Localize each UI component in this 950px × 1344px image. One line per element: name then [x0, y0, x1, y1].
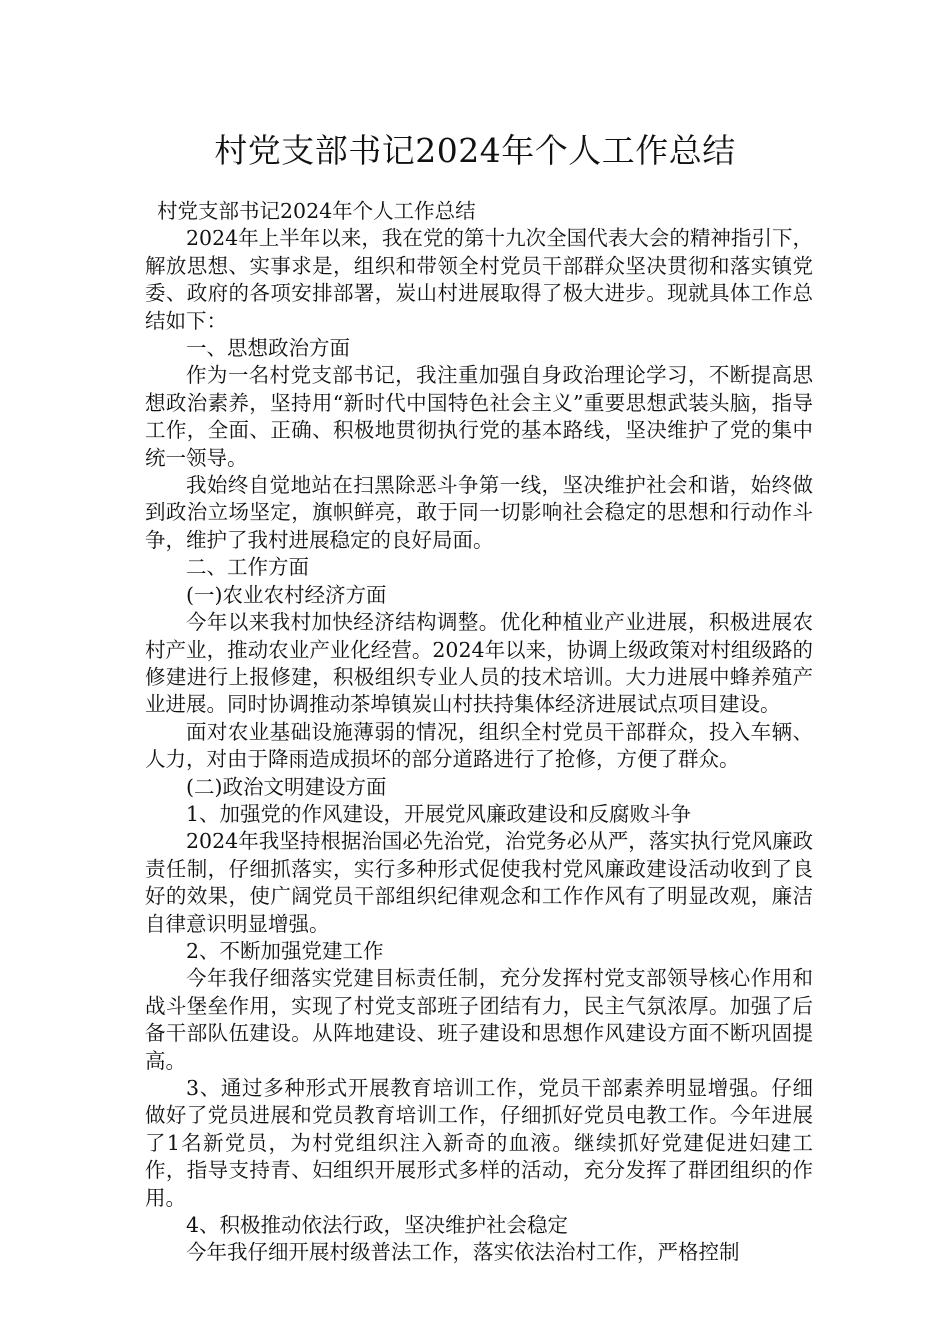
paragraph: 今年以来我村加快经济结构调整。优化种植业产业进展，积极进展农村产业，推动农业产业化经营。2024年以来，协调上级政策对村组级路的修建进行上报修建，积极组织专业人员的技术培训。大力进展中蜂养殖产业进展。同时协调推动茶埠镇炭山村扶持集体经济进展试点项目建设。 [145, 610, 813, 717]
paragraph: 今年我仔细开展村级普法工作，落实依法治村工作，严格控制 [186, 1240, 740, 1265]
subsection-heading: (一)农业农村经济方面 [186, 582, 387, 607]
item-heading: 2、不断加强党建工作 [186, 938, 384, 963]
paragraph: 今年我仔细落实党建目标责任制，充分发挥村党支部领导核心作用和战斗堡垒作用，实现了村党支部班子团结有力，民主气氛浓厚。加强了后备干部队伍建设。从阵地建设、班子建设和思想作风建设方面不断巩固提高。 [145, 966, 813, 1073]
paragraph: 我始终自觉地站在扫黑除恶斗争第一线，坚决维护社会和谐，始终做到政治立场坚定，旗帜鲜亮，敢于同一切影响社会稳定的思想和行动作斗争，维护了我村进展稳定的良好局面。 [145, 473, 813, 552]
document-title: 村党支部书记2024年个人工作总结 [214, 131, 736, 170]
item-heading: 4、积极推动依法行政，坚决维护社会稳定 [186, 1213, 569, 1238]
paragraph: 面对农业基础设施薄弱的情况，组织全村党员干部群众，投入车辆、人力，对由于降雨造成损坏的部分道路进行了抢修，方便了群众。 [145, 719, 813, 772]
item-heading: 1、加强党的作风建设，开展党风廉政建设和反腐败斗争 [186, 801, 692, 826]
section-heading: 一、思想政治方面 [186, 336, 350, 361]
subtitle-line: 村党支部书记2024年个人工作总结 [157, 199, 476, 223]
paragraph: 3、通过多种形式开展教育培训工作，党员干部素养明显增强。仔细做好了党员进展和党员教育培训工作，仔细抓好党员电教工作。今年进展了1名新党员，为村党组织注入新奇的血液。继续抓好党建促进妇建工作，指导支持青、妇组织开展形式多样的活动，充分发挥了群团组织的作用。 [145, 1076, 813, 1210]
section-heading: 二、工作方面 [186, 555, 309, 580]
paragraph: 作为一名村党支部书记，我注重加强自身政治理论学习，不断提高思想政治素养，坚持用“新时代中国特色社会主义”重要思想武装头脑，指导工作，全面、正确、积极地贯彻执行党的基本路线，坚决维护了党的集中统一领导。 [145, 363, 813, 470]
paragraph: 2024年我坚持根据治国必先治党，治党务必从严，落实执行党风廉政责任制，仔细抓落实，实行多种形式促使我村党风廉政建设活动收到了良好的效果，使广阔党员干部组织纪律观念和工作作风有了明显改观，廉洁自律意识明显增强。 [145, 829, 813, 936]
subsection-heading: (二)政治文明建设方面 [186, 774, 387, 799]
paragraph-intro: 2024年上半年以来，我在党的第十九次全国代表大会的精神指引下，解放思想、实事求是，组织和带领全村党员干部群众坚决贯彻和落实镇党委、政府的各项安排部署，炭山村进展取得了极大进步。现就具体工作总结如下： [145, 226, 813, 333]
document-body [145, 198, 813, 1267]
